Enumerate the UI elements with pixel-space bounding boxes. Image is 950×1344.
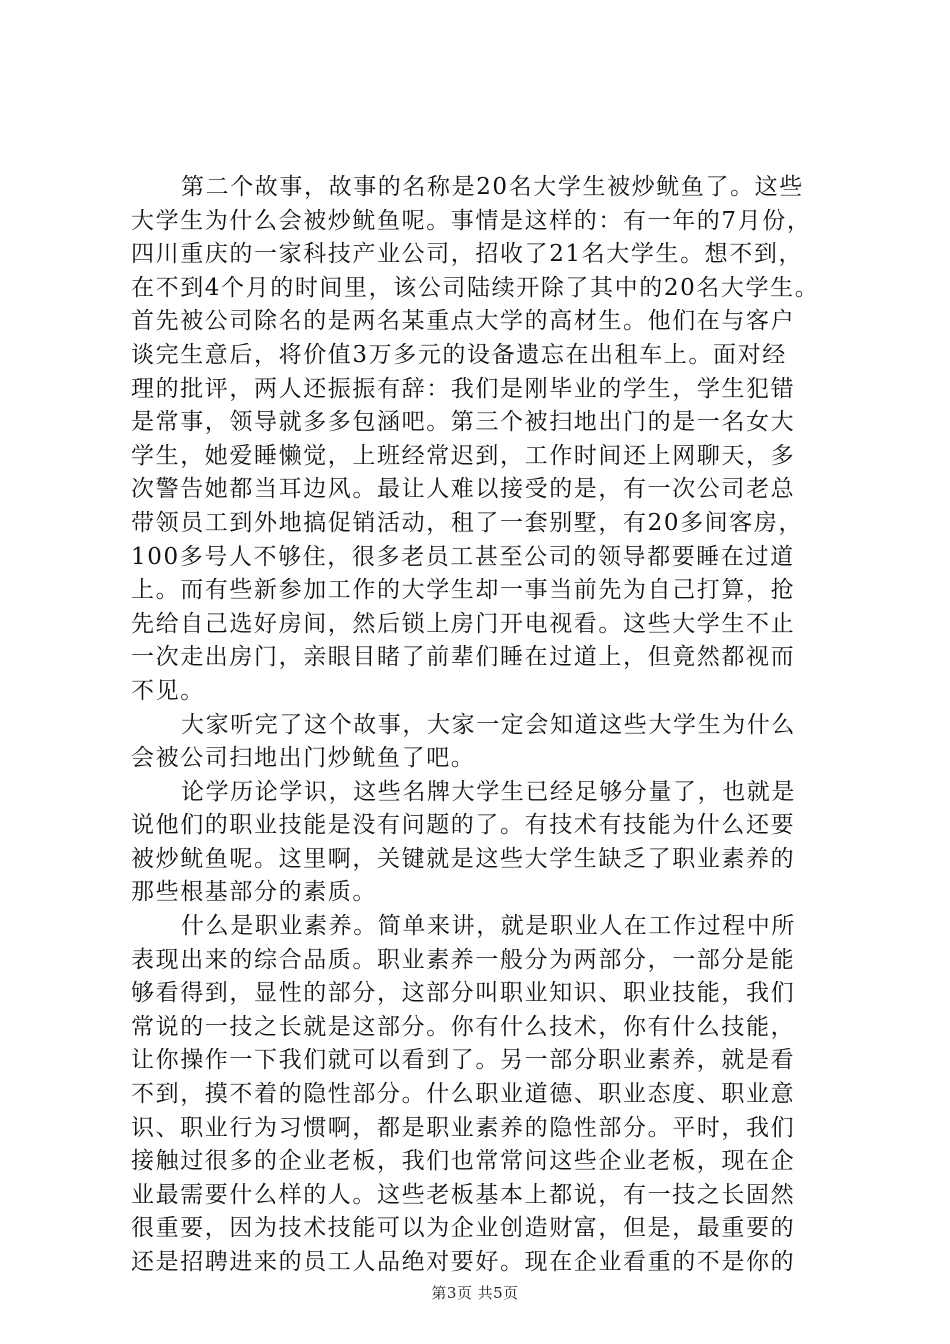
text-line: 是常事，领导就多多包涵吧。第三个被扫地出门的是一名女大	[131, 409, 796, 436]
text-line: 论学历论学识，这些名牌大学生已经足够分量了，也就是	[181, 778, 796, 805]
text-line: 不到，摸不着的隐性部分。什么职业道德、职业态度、职业意	[131, 1081, 796, 1108]
text-line: 四川重庆的一家科技产业公司，招收了21名大学生。想不到，	[131, 241, 804, 268]
text-line: 还是招聘进来的员工人品绝对要好。现在企业看重的不是你的	[131, 1249, 796, 1275]
body-text	[131, 171, 831, 1280]
text-line: 次警告她都当耳边风。最让人难以接受的是，有一次公司老总	[131, 476, 796, 503]
text-line: 带领员工到外地搞促销活动，租了一套别墅，有20多间客房，	[131, 509, 804, 536]
text-line: 业最需要什么样的人。这些老板基本上都说，有一技之长固然	[131, 1181, 796, 1208]
text-line: 会被公司扫地出门炒鱿鱼了吧。	[131, 745, 476, 772]
text-line: 一次走出房门，亲眼目睹了前辈们睡在过道上，但竟然都视而	[131, 644, 796, 671]
text-line: 上。而有些新参加工作的大学生却一事当前先为自己打算，抢	[131, 577, 796, 604]
text-line: 不见。	[131, 677, 205, 704]
text-line: 表现出来的综合品质。职业素养一般分为两部分，一部分是能	[131, 946, 796, 973]
text-line: 谈完生意后，将价值3万多元的设备遗忘在出租车上。面对经	[131, 341, 787, 368]
text-line: 第二个故事，故事的名称是20名大学生被炒鱿鱼了。这些	[181, 174, 804, 200]
text-line: 识、职业行为习惯啊，都是职业素养的隐性部分。平时，我们	[131, 1114, 796, 1141]
text-line: 很重要，因为技术技能可以为企业创造财富，但是，最重要的	[131, 1215, 796, 1242]
text-line: 在不到4个月的时间里，该公司陆续开除了其中的20名大学生。	[131, 274, 820, 301]
text-line: 理的批评，两人还振振有辞：我们是刚毕业的学生，学生犯错	[131, 375, 796, 402]
text-line: 让你操作一下我们就可以看到了。另一部分职业素养，就是看	[131, 1047, 796, 1074]
text-line: 100多号人不够住，很多老员工甚至公司的领导都要睡在过道	[131, 543, 795, 570]
text-line: 学生，她爱睡懒觉，上班经常迟到，工作时间还上网聊天，多	[131, 442, 796, 469]
text-line: 什么是职业素养。简单来讲，就是职业人在工作过程中所	[181, 913, 796, 940]
text-line: 那些根基部分的素质。	[131, 879, 377, 906]
text-line: 首先被公司除名的是两名某重点大学的高材生。他们在与客户	[131, 308, 796, 335]
text-line: 先给自己选好房间，然后锁上房门开电视看。这些大学生不止	[131, 610, 796, 637]
text-line: 接触过很多的企业老板，我们也常常问这些企业老板，现在企	[131, 1148, 796, 1175]
text-line: 大家听完了这个故事，大家一定会知道这些大学生为什么	[181, 711, 796, 738]
text-line: 常说的一技之长就是这部分。你有什么技术，你有什么技能，	[131, 1013, 796, 1040]
text-line: 说他们的职业技能是没有问题的了。有技术有技能为什么还要	[131, 812, 796, 839]
page-number: 第3页 共5页	[431, 1284, 519, 1302]
text-line: 够看得到，显性的部分，这部分叫职业知识、职业技能，我们	[131, 980, 796, 1007]
text-line: 大学生为什么会被炒鱿鱼呢。事情是这样的：有一年的7月份，	[131, 207, 812, 234]
text-line: 被炒鱿鱼呢。这里啊，关键就是这些大学生缺乏了职业素养的	[131, 845, 796, 872]
